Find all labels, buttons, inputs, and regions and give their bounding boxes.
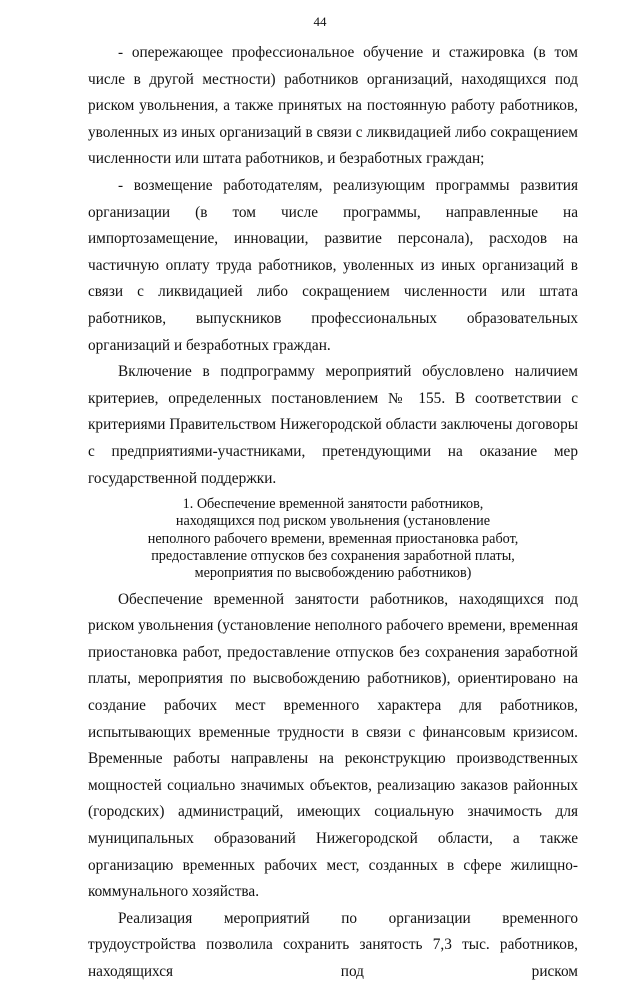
section-heading xyxy=(88,496,578,582)
heading-line: предоставление отпусков без сохранения заработной платы, xyxy=(151,547,515,564)
paragraph-employer-reimbursement: - возмещение работодателям, реализующим программы развития организации (в том числе программы, направленные на импортозамещение, инновации, развитие персонала), расходов на частичную оплату труда работников, уволенных из иных организаций в связи с ликвидацией либо сокращением численности или штата работников, выпускников профессиональных образовательных организаций и безработных граждан. xyxy=(88,176,578,354)
paragraph-advanced-training: - опережающее профессиональное обучение и стажировка (в том числе в другой местности) работников организаций, находящихся под риском увольнения, а также принятых на постоянную работу работников, уволенных из иных организаций в связи с ликвидацией либо сокращением численности или штата работников, и безработных граждан; xyxy=(88,44,578,168)
heading-line: 1. Обеспечение временной занятости работников, xyxy=(182,496,484,513)
paragraph-implementation-results: Реализация мероприятий по организации временного трудоустройства позволила сохранить занятость 7,3 тыс. работников, находящихся под риском xyxy=(88,909,578,980)
heading-line: мероприятия по высвобождению работников) xyxy=(194,565,472,582)
heading-line: неполного рабочего времени, временная приостановка работ, xyxy=(147,530,519,547)
paragraph-temporary-employment: Обеспечение временной занятости работников, находящихся под риском увольнения (установление неполного рабочего времени, временная приостановка работ, предоставление отпусков без сохранения заработной платы, мероприятия по высвобождению работников), ориентировано на создание рабочих мест временного характера для работников, испытывающих временные трудности в связи с финансовым кризисом. Временные работы направлены на реконструкцию производственных мощностей социально значимых объектов, реализацию заказов районных (городских) администраций, имеющих социальную значимость для муниципальных образований Нижегородской области, а также организацию временных рабочих мест, созданных в сфере жилищно-коммунального хозяйства. xyxy=(88,590,578,901)
paragraph-inclusion-criteria: Включение в подпрограмму мероприятий обусловлено наличием критериев, определенных постановлением № 155. В соответствии с критериями Правительством Нижегородской области заключены договоры с предприятиями-участниками, претендующими на оказание мер государственной поддержки. xyxy=(88,363,578,487)
heading-line: находящихся под риском увольнения (установление xyxy=(175,513,491,530)
page-content xyxy=(88,40,578,985)
page-number: 44 xyxy=(313,14,327,29)
